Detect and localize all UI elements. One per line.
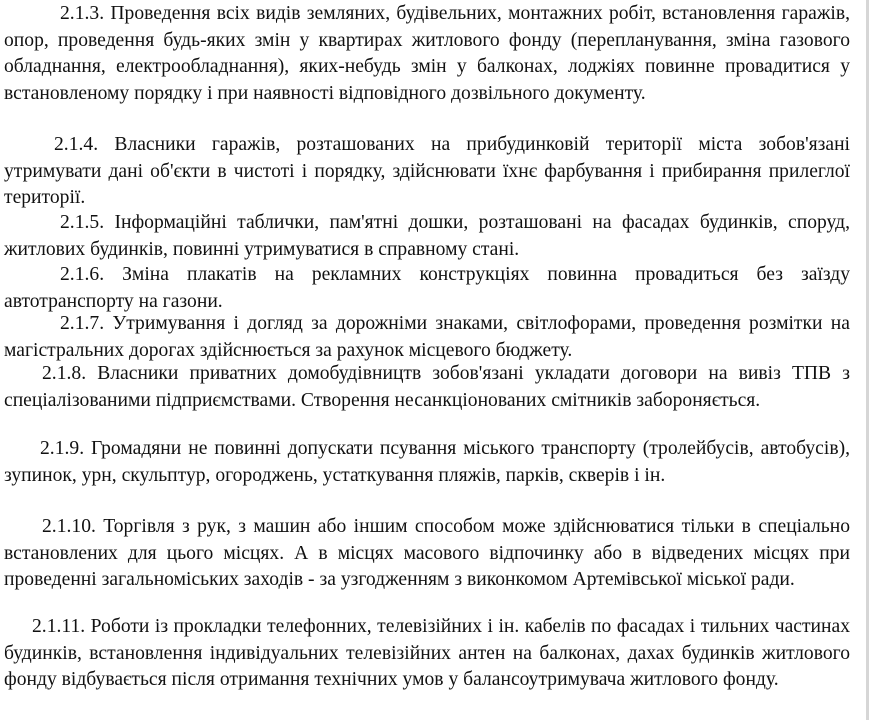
paragraph-2-1-10: 2.1.10. Торгівля з рук, з машин або іншим способом може здійснюватися тільки в спеціально встановлених для цього місцях. А в місцях масового відпочинку або в відведених місцях при проведенні загальноміських заходів - за узгодженням з виконкомом Артемівської міської ради. <box>4 516 850 590</box>
paragraph-2-1-6: 2.1.6. Зміна плакатів на рекламних конструкціях повинна провадиться без заїзду автотранспорту на газони. <box>4 264 850 312</box>
paragraph-2-1-9: 2.1.9. Громадяни не повинні допускати псування міського транспорту (тролейбусів, автобусів), зупинок, урн, скульптур, огороджень, устаткування пляжів, парків, скверів і ін. <box>4 438 850 486</box>
paragraph-2-1-8: 2.1.8. Власники приватних домобудівництв зобов'язані укладати договори на вивіз ТПВ з спеціалізованими підприємствами. Створення несанкціонованих смітників забороняється. <box>4 363 850 411</box>
paragraph-2-1-7: 2.1.7. Утримування і догляд за дорожніми знаками, світлофорами, проведення розмітки на магістральних дорогах здійснюється за рахунок місцевого бюджету. <box>4 313 850 361</box>
paragraph-2-1-3: 2.1.3. Проведення всіх видів земляних, будівельних, монтажних робіт, встановлення гаражів, опор, проведення будь-яких змін у квартирах житлового фонду (перепланування, зміна газового обладнання, електрообладнання), яких-небудь змін у балконах, лоджіях повинне провадитися у встановленому порядку і при наявності відповідного дозвільного документу. <box>4 3 850 104</box>
paragraph-2-1-4: 2.1.4. Власники гаражів, розташованих на прибудинковій території міста зобов'язані утримувати дані об'єкти в чистоті і порядку, здійснювати їхнє фарбування і прибирання прилеглої території. <box>4 134 850 208</box>
paragraph-2-1-11: 2.1.11. Роботи із прокладки телефонних, телевізійних і ін. кабелів по фасадах і тильних частинах будинків, встановлення індивідуальних телевізійних антен на балконах, дахах будинків житлового фонду відбувається після отримання технічних умов у балансоутримувача житлового фонду. <box>4 616 850 690</box>
paragraph-2-1-5: 2.1.5. Інформаційні таблички, пам'ятні дошки, розташовані на фасадах будинків, споруд, житлових будинків, повинні утримуватися в справному стані. <box>4 212 850 260</box>
